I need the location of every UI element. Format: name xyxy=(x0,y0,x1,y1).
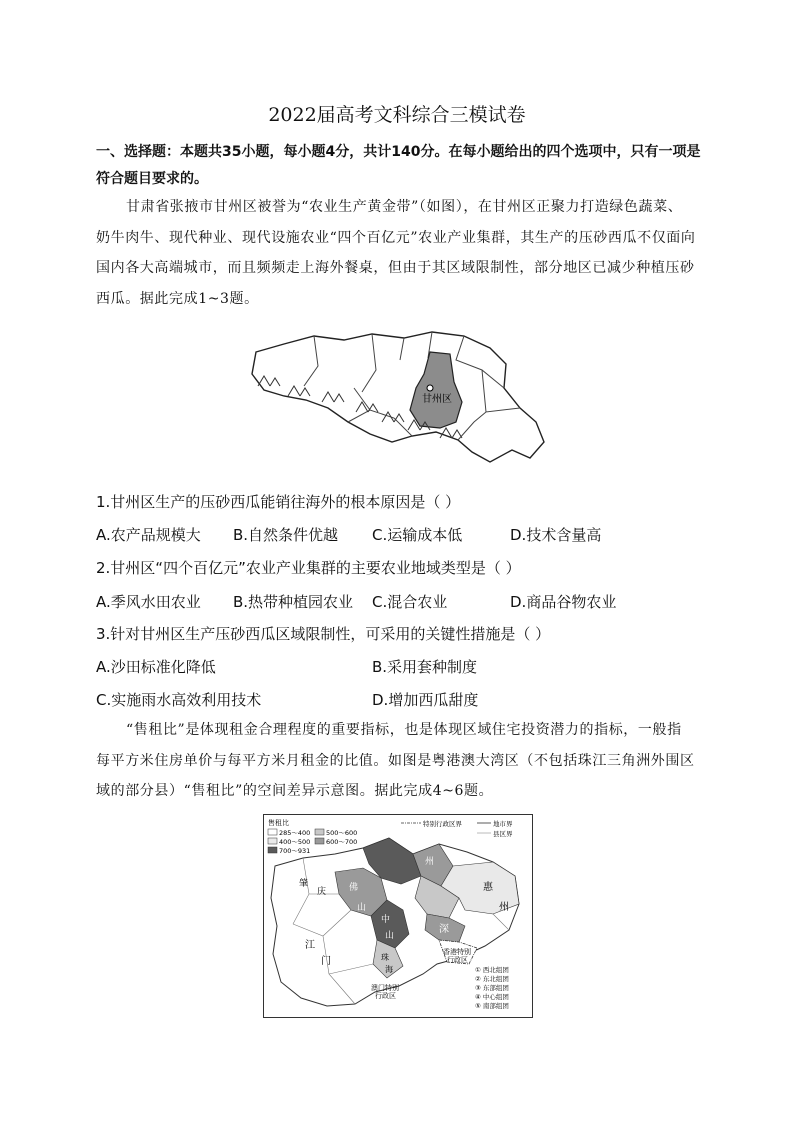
label-jiangmen-1: 江 xyxy=(305,940,315,951)
label-zhuhai-2: 海 xyxy=(385,965,393,974)
zone-item-5: ⑤ 南部组团 xyxy=(475,1002,509,1010)
q2-option-c[interactable]: C.混合农业 xyxy=(372,593,448,611)
label-zhongshan-2: 山 xyxy=(385,931,395,941)
q1-option-a[interactable]: A.农产品规模大 xyxy=(96,526,201,544)
q3-option-a[interactable]: A.沙田标准化降低 xyxy=(96,658,216,676)
zone-list xyxy=(475,965,509,1010)
label-zhaoqing-1: 肇 xyxy=(299,879,309,889)
passage-gansu: 甘肃省张掖市甘州区被誉为“农业生产黄金带”（如图），在甘州区正聚力打造绿色蔬菜、奶牛肉牛、现代种业、现代设施农业“四个百亿元”农业产业集群，其生产的压砂西瓜不仅面向国内各大高端城市，而且频频走上海外餐桌，但由于其区域限制性，部分地区已减少种植压砂西瓜。据此完成1~3题。 xyxy=(96,199,696,307)
section-instructions: 一、选择题：本题共35小题，每小题4分，共计140分。在每小题给出的四个选项中，只有一项是符合题目要求的。 xyxy=(96,144,701,187)
label-foshan-2: 山 xyxy=(357,903,367,913)
gba-map xyxy=(263,814,533,1018)
legend-line-1: 特别行政区界 xyxy=(423,820,462,828)
q3-option-b[interactable]: B.采用套种制度 xyxy=(372,658,478,676)
question-1-stem: 1.甘州区生产的压砂西瓜能销往海外的根本原因是（ ） xyxy=(96,493,461,511)
label-foshan-1: 佛 xyxy=(349,883,359,893)
q2-option-d[interactable]: D.商品谷物农业 xyxy=(510,593,617,611)
legend-title: 售租比 xyxy=(268,819,289,827)
label-zhaoqing-2: 庆 xyxy=(317,887,327,897)
label-guangzhou-zhou: 州 xyxy=(425,857,435,867)
zone-item-3: ③ 东部组团 xyxy=(475,984,509,992)
label-hongkong-2: 行政区 xyxy=(447,956,468,964)
q2-option-a[interactable]: A.季风水田农业 xyxy=(96,593,201,611)
label-huizhou-2: 州 xyxy=(499,902,509,913)
passage-greater-bay-area: “售租比”是体现租金合理程度的重要指标，也是体现区域住宅投资潜力的指标，一般指每平方米住房单价与每平方米月租金的比值。如图是粤港澳大湾区（不包括珠江三角洲外围区域的部分县）“售租比”的空间差异示意图。据此完成4~6题。 xyxy=(96,722,695,799)
legend-item-4: 600～700 xyxy=(326,838,358,846)
ganzhou-city-dot xyxy=(427,385,433,391)
q1-option-d[interactable]: D.技术含量高 xyxy=(510,526,602,544)
question-3-stem: 3.针对甘州区生产压砂西瓜区域限制性，可采用的关键性措施是（ ） xyxy=(96,625,551,643)
gansu-map xyxy=(244,330,550,470)
page-title: 2022届高考文科综合三模试卷 xyxy=(268,104,526,126)
label-zhongshan-1: 中 xyxy=(381,915,391,925)
legend-line-3: 县区界 xyxy=(493,830,513,838)
label-hongkong-1: 香港特别 xyxy=(443,948,471,956)
label-zhuhai-1: 珠 xyxy=(381,953,389,962)
zone-item-4: ④ 中心组团 xyxy=(475,993,509,1001)
q3-option-c[interactable]: C.实施雨水高效利用技术 xyxy=(96,691,262,709)
legend-item-3: 500～600 xyxy=(326,829,358,837)
q1-option-b[interactable]: B.自然条件优越 xyxy=(233,526,339,544)
question-2-stem: 2.甘州区“四个百亿元”农业产业集群的主要农业地域类型是（ ） xyxy=(96,559,521,577)
legend-item-2: 400～500 xyxy=(279,838,311,846)
q1-option-c[interactable]: C.运输成本低 xyxy=(372,526,463,544)
gansu-outline xyxy=(252,332,544,462)
label-jiangmen-2: 门 xyxy=(321,956,331,967)
label-shenzhen: 深 xyxy=(439,924,449,935)
legend-line-2: 地市界 xyxy=(493,820,513,828)
zone-item-2: ② 东北组团 xyxy=(475,975,509,983)
map-label-ganzhou: 甘州区 xyxy=(422,394,452,405)
label-huizhou-1: 惠 xyxy=(483,882,493,893)
legend-item-5: 700～931 xyxy=(279,847,311,855)
label-macau-2: 行政区 xyxy=(375,992,396,1000)
q3-option-d[interactable]: D.增加西瓜甜度 xyxy=(372,691,479,709)
q2-option-b[interactable]: B.热带种植园农业 xyxy=(233,593,354,611)
legend-item-1: 285～400 xyxy=(279,829,311,837)
label-macau-1: 澳门特别 xyxy=(371,984,399,992)
zone-item-1: ① 西北组团 xyxy=(475,966,509,974)
